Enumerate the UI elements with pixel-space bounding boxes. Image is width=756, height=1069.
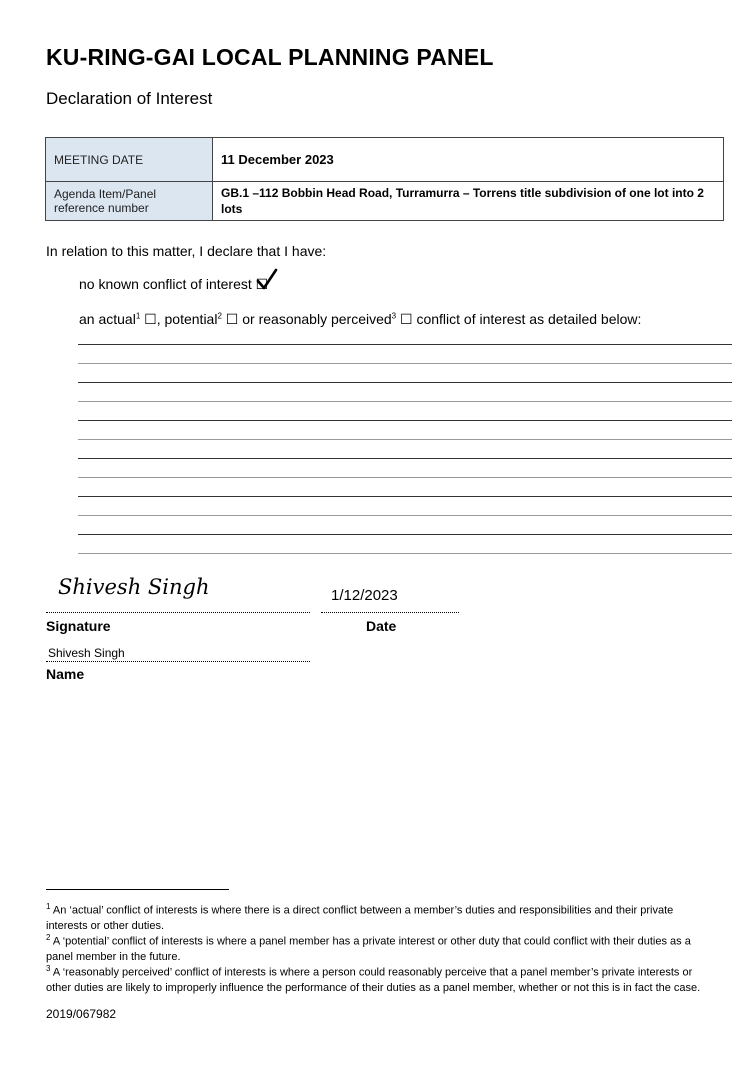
detail-line[interactable] [78, 496, 732, 497]
potential-label: , potential [156, 311, 218, 327]
table-row [46, 182, 724, 221]
footnote-1: $^1$ An ‘actual’ conflict of interests is where there is a direct conflict between a member’s duties and responsibilities and their private interests or other duties. [46, 902, 674, 932]
date-label: Date [366, 618, 397, 634]
page-title: KU-RING-GAI LOCAL PLANNING PANEL [46, 44, 494, 70]
declaration-intro: In relation to this matter, I declare that I have: [46, 243, 327, 259]
detail-line[interactable] [78, 553, 732, 554]
page-subtitle: Declaration of Interest [46, 89, 213, 108]
footnote-ref-1: 1 [135, 311, 141, 321]
footnote-ref-2: 2 [217, 311, 222, 321]
name-label: Name [46, 666, 85, 682]
detail-line[interactable] [78, 477, 732, 478]
name-value: Shivesh Singh [48, 646, 125, 660]
meeting-date-value: 11 December 2023 [213, 138, 724, 182]
detail-line[interactable] [78, 458, 732, 459]
detail-line[interactable] [78, 515, 732, 516]
signature-label: Signature [46, 618, 111, 634]
detail-line[interactable] [78, 420, 732, 421]
detail-line[interactable] [78, 401, 732, 402]
agenda-item-label: Agenda Item/Panel reference number [46, 182, 213, 221]
footnote-divider [46, 889, 229, 890]
perceived-label: or reasonably perceived [242, 311, 392, 327]
actual-checkbox[interactable]: ☐ [144, 311, 157, 327]
conflict-detail-label: conflict of interest as detailed below: [416, 311, 642, 327]
no-conflict-option [79, 276, 268, 293]
actual-label: an actual [79, 311, 136, 327]
handwritten-signature: Shivesh Singh [58, 575, 210, 599]
checkmark-icon [255, 268, 279, 292]
detail-line[interactable] [78, 439, 732, 440]
detail-line[interactable] [78, 534, 732, 535]
perceived-checkbox[interactable]: ☐ [400, 311, 413, 327]
meeting-date-label: MEETING DATE [46, 138, 213, 182]
date-value: 1/12/2023 [331, 587, 398, 604]
agenda-item-value: GB.1 –112 Bobbin Head Road, Turramurra – Torrens title subdivision of one lot into 2 lots [213, 182, 724, 221]
signature-line[interactable] [46, 612, 310, 613]
name-line[interactable] [46, 661, 310, 662]
document-id: 2019/067982 [46, 1007, 117, 1021]
conflict-option [79, 311, 641, 328]
table-row [46, 138, 724, 182]
date-line[interactable] [321, 612, 459, 613]
footnote-3: $^3$ A ‘reasonably perceived’ conflict of interests is where a person could reasonably perceive that a panel member’s private interests or other duties are likely to improperly influence the performance of their duties as a panel member, whether or not this is in fact the case. [46, 964, 701, 994]
no-conflict-checkbox[interactable]: ☐ [255, 276, 269, 292]
potential-checkbox[interactable]: ☐ [225, 311, 239, 327]
meeting-info-table [45, 137, 724, 221]
detail-line[interactable] [78, 344, 732, 345]
detail-line[interactable] [78, 382, 732, 383]
no-conflict-label: no known conflict of interest [79, 276, 252, 292]
footnote-2: $^2$ A ‘potential’ conflict of interests is where a panel member has a private interest or other duty that could conflict with their duties as a panel member in the future. [46, 933, 691, 963]
footnote-ref-3: 3 [391, 311, 397, 321]
detail-line[interactable] [78, 363, 732, 364]
